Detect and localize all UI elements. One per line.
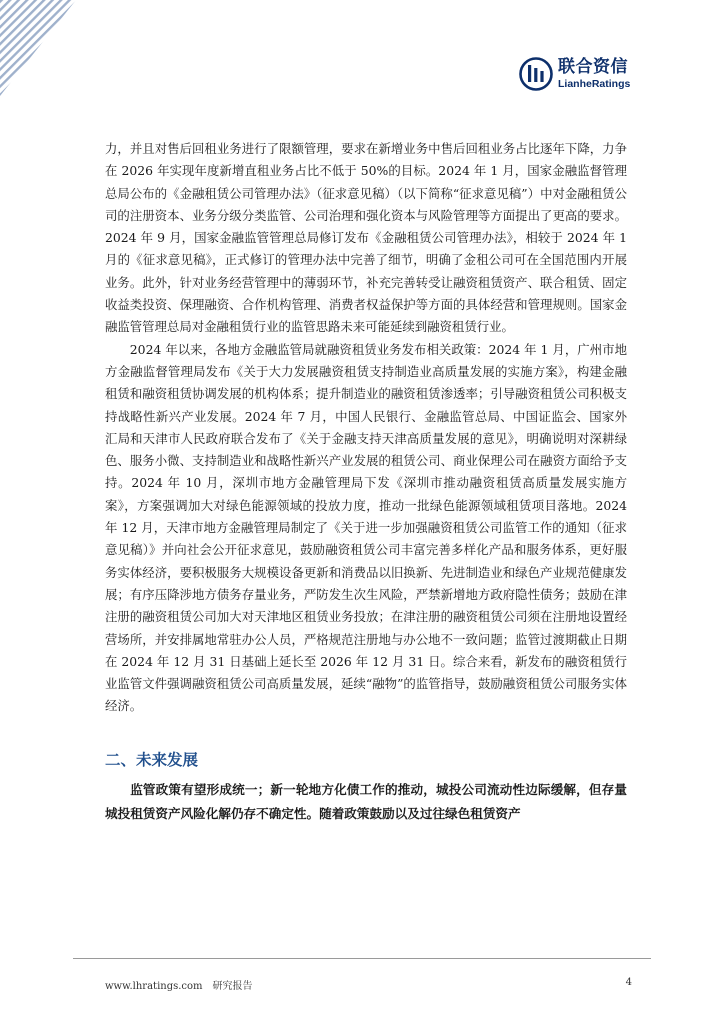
page-number: 4: [625, 977, 632, 988]
company-logo: [519, 55, 649, 93]
body-paragraph-2: 2024 年以来，各地方金融监管局就融资租赁业务发布相关政策：2024 年 1 月，广州市地方金融监督管理局发布《关于大力发展融资租赁支持制造业高质量发展的实施方案》，构建金融租赁和融资租赁协调发展的机构体系；提升制造业的融资租赁渗透率；引导融资租赁公司积极支持战略性新兴产业发展。2024 年 7 月，中国人民银行、金融监管总局、中国证监会、国家外汇局和天津市人民政府联合发布了《关于金融支持天津高质量发展的意见》，明确说明对深耕绿色、服务小微、支持制造业和战略性新兴产业发展的租赁公司、商业保理公司在融资方面给予支持。2024 年 10 月，深圳市地方金融管理局下发《深圳市推动融资租赁高质量发展实施方案》，方案强调加大对绿色能源领域的投放力度，推动一批绿色能源领域租赁项目落地。2024 年 12 月，天津市地方金融管理局制定了《关于进一步加强融资租赁公司监管工作的通知（征求意见稿）》并向社会公开征求意见，鼓励融资租赁公司丰富完善多样化产品和服务体系，更好服务实体经济，要积极服务大规模设备更新和消费品以旧换新、先进制造业和绿色产业规范健康发展；有序压降涉地方债务存量业务，严防发生次生风险，严禁新增地方政府隐性债务；鼓励在津注册的融资租赁公司加大对天津地区租赁业务投放；在津注册的融资租赁公司须在注册地设置经营场所，并安排属地常驻办公人员，严格规范注册地与办公地不一致问题；监管过渡期截止日期在 2024 年 12 月 31 日基础上延长至 2026 年 12 月 31 日。综合来看，新发布的融资租赁行业监管文件强调融资租赁公司高质量发展，延续“融物”的监管指导，鼓励融资租赁公司服务实体经济。: [105, 341, 627, 714]
report-body: [105, 138, 627, 826]
section-heading: 二、未来发展: [105, 750, 199, 769]
footer-doc-type: 研究报告: [212, 981, 253, 992]
header-decoration: [0, 0, 76, 96]
footer-info: [105, 977, 253, 992]
logo-english-name: LianheRatings: [558, 77, 631, 90]
logo-chinese-name: 联合资信: [558, 56, 628, 77]
footer-divider: [73, 958, 651, 959]
stripe-pattern-icon: [0, 0, 76, 96]
section-lead-paragraph: 监管政策有望形成统一；新一轮地方化债工作的推动，城投公司流动性边际缓解，但存量城投租赁资产风险化解仍存不确定性。随着政策鼓励以及过往绿色租赁资产: [105, 781, 627, 821]
body-paragraph-1: 力，并且对售后回租业务进行了限额管理，要求在新增业务中售后回租业务占比逐年下降，力争在 2026 年实现年度新增直租业务占比不低于 50%的目标。2024 年 1 月，国家金融监督管理总局公布的《金融租赁公司管理办法》（征求意见稿）（以下简称“征求意见稿”）中对金融租赁公司的注册资本、业务分级分类监管、公司治理和强化资本与风险管理等方面提出了更高的要求。2024 年 9 月，国家金融监管管理总局修订发布《金融租赁公司管理办法》，相较于 2024 年 1 月的《征求意见稿》，正式修订的管理办法中完善了细节，明确了金租公司可在全国范围内开展业务。此外，针对业务经营管理中的薄弱环节，补充完善转受让融资租赁资产、联合租赁、固定收益类投资、保理融资、合作机构管理、消费者权益保护等方面的具体经营和管理规则。国家金融监管管理总局对金融租赁行业的监管思路未来可能延续到融资租赁行业。: [105, 141, 627, 335]
lianhe-logo-icon: [519, 57, 553, 91]
footer-website-link[interactable]: www.lhratings.com: [105, 981, 203, 992]
